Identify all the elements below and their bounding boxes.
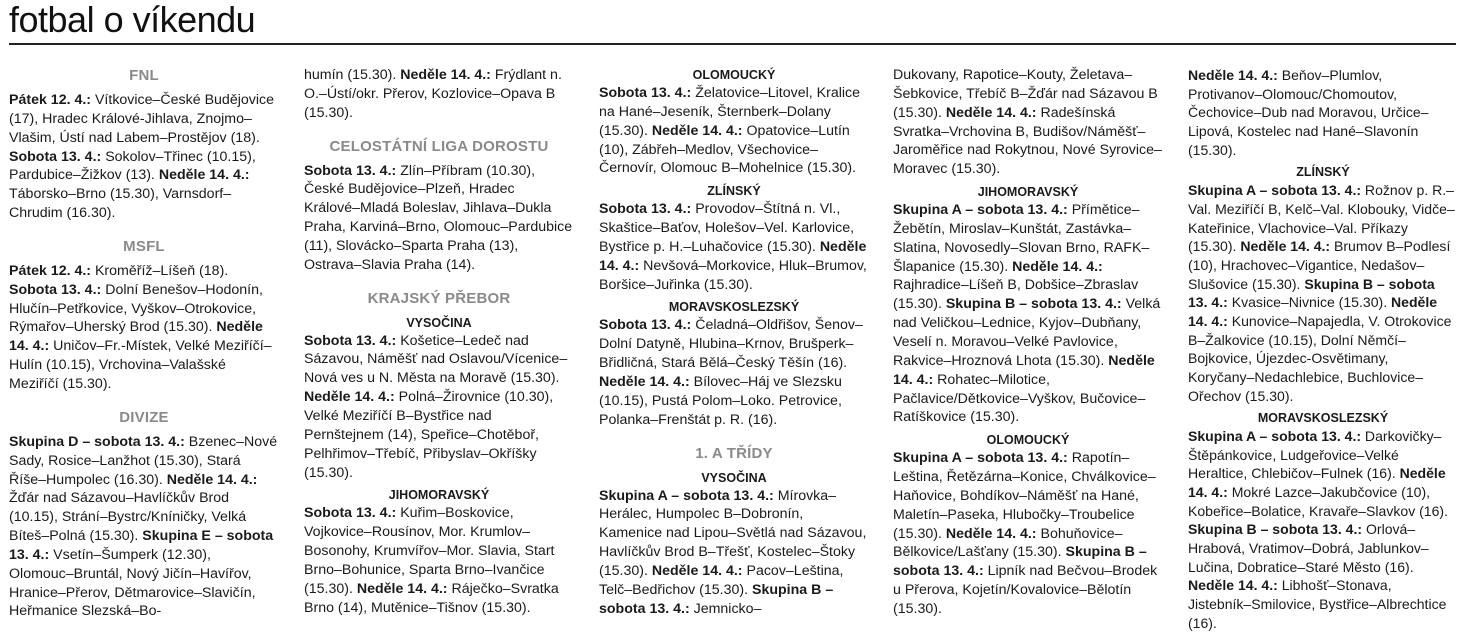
fixture-text: Provodov–Štítná n. Vl., Skaštice–Baťov, Holešov–Vel. Karlovice, Bystřice p. H.–Luhačovice (15.30). (599, 201, 855, 255)
day-label: Skupina B – sobota 13. 4.: (1188, 521, 1363, 538)
fixture-paragraph (9, 91, 279, 223)
fixture-text: Táborsko–Brno (15.30), Varnsdorf–Chrudim (16.30). (9, 186, 232, 222)
day-label: Skupina B – sobota 13. 4.: (945, 296, 1122, 313)
day-label: Neděle 14. 4.: (945, 525, 1037, 542)
day-label: Neděle 14. 4.: (304, 389, 395, 406)
section-heading: 1. A TŘÍDY (695, 444, 773, 462)
day-label: Neděle 14. 4.: (1188, 294, 1438, 329)
day-label: Neděle 14. 4.: (356, 580, 448, 597)
region-heading: ZLÍNSKÝ (1296, 165, 1350, 180)
region-heading: MORAVSKOSLEZSKÝ (1257, 411, 1389, 426)
fixture-text: Velká nad Veličkou–Lednice, Kyjov–Dubňany, Veselí n. Moravou–Velké Pavlovice, Rakvice–Hroznová Lhota (15.30). (893, 296, 1161, 369)
day-label: Neděle 14. 4.: (1188, 465, 1446, 501)
fixture-text: Darkovičky–Štěpánkovice, Ludgeřovice–Velké Heraltice, Chlebičov–Fulnek (16). (1188, 428, 1442, 482)
day-label: Skupina E – sobota 13. 4.: (9, 528, 274, 563)
fixture-text: Vsetín–Šumperk (12.30), Olomouc–Bruntál, Nový Jičín–Havířov, Hranice–Přerov, Dětmarovice–Slavičín, Heřmanice Slezská–Bo- (9, 546, 256, 620)
section-heading: MSFL (123, 237, 165, 255)
fixture-text: Dolní Benešov–Hodonín, Hlučín–Petřkovice, Vyškov–Otrokovice, Rýmařov–Uherský Brod (15.30). (9, 281, 263, 336)
fixture-text: Mokré Lazce–Jakubčovice (10), Kobeřice–Bolatice, Kravaře–Slavkov (16). (1188, 484, 1448, 519)
day-label: Skupina A – sobota 13. 4.: (1188, 182, 1362, 199)
page-title: fotbal o víkendu (9, 0, 256, 40)
region-heading: VYSOČINA (701, 470, 767, 485)
fixture-text: Přímětice–Žebětín, Miroslav–Kunštát, Zastávka–Slatina, Novosedly–Slovan Brno, RAFK–Šlapanice (15.30). (893, 202, 1150, 275)
fixture-text: Žďár nad Sázavou–Havlíčkův Brod (10.15), Strání–Bystrc/Kníničky, Velká Bíteš–Polná (15.30). (9, 490, 247, 545)
day-label: Neděle 14. 4.: (166, 471, 258, 488)
section-heading: FNL (129, 67, 159, 84)
fixture-text: Lipník nad Bečvou–Brodek u Přerova, Kojetín/Kovalovice–Bělotín (15.30). (893, 563, 1158, 617)
column-1 (9, 66, 279, 621)
region-heading: OLOMOUCKÝ (692, 68, 776, 82)
fixture-text: Jemnicko– (689, 600, 762, 617)
day-label: Neděle 14. 4.: (599, 373, 690, 390)
fixture-text: Mírovka–Herálec, Humpolec B–Dobronín, Kamenice nad Lipou–Světlá nad Sázavou, Havlíčkův Brod B–Třešť, Kostelec–Štoky (15.30). (599, 487, 867, 579)
day-label: Sobota 13. 4.: (304, 332, 397, 349)
fixture-text: Kroměříž–Líšeň (18). (91, 262, 229, 279)
day-label: Sobota 13. 4.: (599, 201, 692, 218)
fixture-text: Čeladná–Oldřišov, Šenov–Dolní Datyně, Hlubina–Krnov, Brušperk–Břidličná, Stará Bělá–Český Těšín (16). (599, 317, 863, 372)
fixture-text: Beňov–Plumlov, Protivanov–Olomouc/Chomoutov, Čechovice–Dub nad Moravou, Určice–Lipová, Kostelec nad Hané–Slavonín (15.30). (1188, 67, 1429, 158)
fixture-text: Kvasice–Nivnice (15.30). (1227, 294, 1391, 311)
fixture-text: Brumov B–Podlesí (10), Hrachovec–Vigantice, Nedašov–Slušovice (15.30). (1188, 238, 1451, 292)
fixture-text: Opatovice–Lutín (10), Zábřeh–Medlov, Všechovice–Černovír, Olomouc B–Mohelnice (15.30). (599, 122, 857, 177)
column-5 (1188, 66, 1458, 632)
section-heading: DIVIZE (119, 408, 169, 426)
fixture-text: Frýdlant n. O.–Ústí/okr. Přerov, Kozlovice–Opava B (15.30). (304, 67, 562, 121)
day-label: Neděle 14. 4.: (945, 104, 1037, 121)
fixture-text: Pacov–Leština, Telč–Bedřichov (15.30). (599, 562, 844, 598)
day-label: Pátek 12. 4.: (9, 262, 92, 279)
day-label: Skupina A – sobota 13. 4.: (893, 202, 1068, 219)
day-label: Sobota 13. 4.: (304, 162, 397, 179)
fixture-paragraph (1188, 181, 1458, 405)
title-divider (9, 43, 1456, 45)
day-label: Neděle 14. 4.: (400, 67, 491, 83)
fixture-text: Polná–Žirovnice (10.30), Velké Meziříčí B–Bystřice nad Pernštejnem (14), Speřice–Chotěboř, Pelhřimov–Třebíč, Přibyslav–Okříšky (15.30). (304, 389, 554, 481)
fixture-text: Rožnov p. R.–Val. Meziříčí B, Kelč–Val. Klobouky, Vidče–Kateřinice, Vlachovice–Val. Příkazy (15.30). (1188, 182, 1455, 255)
day-label: Skupina A – sobota 13. 4.: (599, 487, 774, 504)
fixture-text: Bohuňovice–Bělkovice/Lašťany (15.30). (893, 525, 1123, 561)
fixture-paragraph (599, 316, 869, 429)
day-label: Skupina A – sobota 13. 4.: (1188, 428, 1362, 445)
region-heading: JIHOMORAVSKÝ (977, 185, 1079, 200)
fixture-paragraph (893, 66, 1163, 179)
day-label: Sobota 13. 4.: (599, 317, 692, 334)
fixture-paragraph (304, 162, 574, 275)
fixture-text: Orlová–Hrabová, Vratimov–Dobrá, Jablunkov–Lučina, Dobratice–Staré Město (16). (1188, 521, 1429, 575)
day-label: Neděle 14. 4.: (1012, 258, 1103, 275)
fixture-text: Dukovany, Rapotice–Kouty, Želetava–Šebkovice, Třebíč B–Žďár nad Sázavou B (15.30). (893, 67, 1158, 121)
day-label: Skupina B – sobota 13. 4.: (893, 544, 1147, 580)
fixture-text: Rohatec–Milotice, Pačlavice/Dětkovice–Vyškov, Bučovice–Ratíškovice (15.30). (893, 371, 1146, 426)
day-label: Neděle 14. 4.: (599, 238, 867, 274)
fixture-paragraph (599, 200, 869, 294)
fixture-paragraph (893, 201, 1163, 427)
day-label: Skupina B – sobota 13. 4.: (1188, 275, 1435, 311)
fixture-paragraph (304, 332, 574, 483)
day-label: Sobota 13. 4.: (9, 148, 102, 165)
region-heading: ZLÍNSKÝ (707, 184, 761, 199)
fixture-paragraph (1188, 66, 1458, 159)
fixture-paragraph (893, 449, 1163, 619)
fixture-text: Bzenec–Nové Sady, Rosice–Lanžhot (15.30), Stará Říše–Humpolec (16.30). (9, 433, 278, 488)
fixture-paragraph (304, 504, 574, 617)
fixture-text: Radešínská Svratka–Vrchovina B, Budišov/Náměšť–Jaroměřice nad Rokytnou, Nové Syrovice–Moravec (15.30). (893, 104, 1162, 178)
fixture-text: Želatovice–Litovel, Kralice na Hané–Jeseník, Šternberk–Dolany (15.30). (599, 85, 861, 139)
fixture-paragraph (9, 433, 279, 621)
fixture-text: Nevšová–Morkovice, Hluk–Brumov, Boršice–Juřinka (15.30). (599, 257, 867, 293)
fixture-text: Sokolov–Třinec (10.15), Pardubice–Žižkov (13). (9, 148, 256, 184)
region-heading: OLOMOUCKÝ (986, 433, 1070, 448)
fixture-paragraph (599, 487, 869, 619)
day-label: Sobota 13. 4.: (9, 281, 102, 298)
column-4 (893, 66, 1163, 619)
day-label: Neděle 14. 4.: (651, 122, 743, 139)
fixture-paragraph (599, 84, 869, 178)
day-label: Neděle 14. 4.: (1188, 67, 1278, 83)
fixture-text: Libhošť–Stonava, Jistebník–Smilovice, Bystřice–Albrechtice (16). (1188, 577, 1447, 631)
day-label: Skupina B – sobota 13. 4.: (599, 581, 834, 617)
section-heading: KRAJSKÝ PŘEBOR (367, 289, 511, 307)
section-heading: CELOSTÁTNÍ LIGA DOROSTU (329, 137, 549, 155)
day-label: Sobota 13. 4.: (599, 85, 692, 101)
fixture-text: Vítkovice–České Budějovice (17), Hradec Králové-Jihlava, Znojmo–Vlašim, Ústí nad Labem–Prostějov (18). (9, 92, 274, 146)
fixture-text: humín (15.30). (304, 67, 401, 83)
fixture-text: Rapotín–Leština, Řetězárna–Konice, Chválkovice–Haňovice, Bohdíkov–Náměšť na Hané, Maletín–Paseka, Hlubočky–Troubelice (15.30). (893, 450, 1156, 542)
day-label: Neděle 14. 4.: (1188, 577, 1278, 594)
fixture-text: Kunovice–Napajedla, V. Otrokovice B–Žalkovice (10.15), Dolní Němčí–Bojkovice, Újezdec-Osvětimany, Koryčany–Nedachlebice, Buchlovice–Ořechov (15.30). (1188, 312, 1452, 404)
day-label: Neděle 14. 4.: (651, 562, 743, 579)
column-2 (304, 66, 574, 617)
fixture-text: Rajhradice–Líšeň B, Dobšice–Zbraslav (15.30). (893, 277, 1139, 313)
fixture-text: Bílovec–Háj ve Slezsku (10.15), Pustá Polom–Loko. Petrovice, Polanka–Frenštát p. R. (16). (599, 373, 842, 428)
fixture-paragraph (1188, 427, 1458, 632)
region-heading: JIHOMORAVSKÝ (388, 488, 490, 503)
region-heading: MORAVSKOSLEZSKÝ (668, 300, 800, 315)
fixture-text: Ráječko–Svratka Brno (14), Mutěnice–Tišnov (15.30). (304, 580, 559, 616)
day-label: Neděle 14. 4.: (893, 352, 1155, 388)
fixture-text: Kuřim–Boskovice, Vojkovice–Rousínov, Mor. Krumlov–Bosonohy, Krumvířov–Mor. Slavia, Start Brno–Bohunice, Sparta Brno–Ivančice (15.30). (304, 505, 555, 597)
day-label: Pátek 12. 4.: (9, 92, 92, 108)
fixture-paragraph (9, 262, 279, 394)
day-label: Neděle 14. 4.: (1240, 238, 1331, 255)
day-label: Skupina D – sobota 13. 4.: (9, 433, 185, 450)
column-3 (599, 66, 869, 618)
day-label: Sobota 13. 4.: (304, 505, 397, 522)
day-label: Skupina A – sobota 13. 4.: (893, 450, 1068, 467)
fixture-text: Zlín–Příbram (10.30), České Budějovice–Plzeň, Hradec Králové–Mladá Boleslav, Jihlava–Dukla Praha, Karviná–Brno, Olomouc–Pardubice (11), Slovácko–Sparta Praha (13), Ostrava–Slavia Praha (14). (304, 162, 573, 273)
day-label: Neděle 14. 4.: (158, 167, 250, 184)
fixture-paragraph (304, 66, 574, 123)
fixture-text: Uničov–Fr.-Místek, Velké Meziříčí–Hulín (10.15), Vrchovina–Valašské Meziříčí (15.30). (9, 338, 272, 392)
day-label: Neděle 14. 4.: (9, 319, 263, 355)
region-heading: VYSOČINA (406, 315, 472, 330)
fixture-text: Košetice–Ledeč nad Sázavou, Náměšť nad Oslavou/Vícenice–Nová ves u N. Města na Moravě (15.30). (304, 332, 568, 387)
